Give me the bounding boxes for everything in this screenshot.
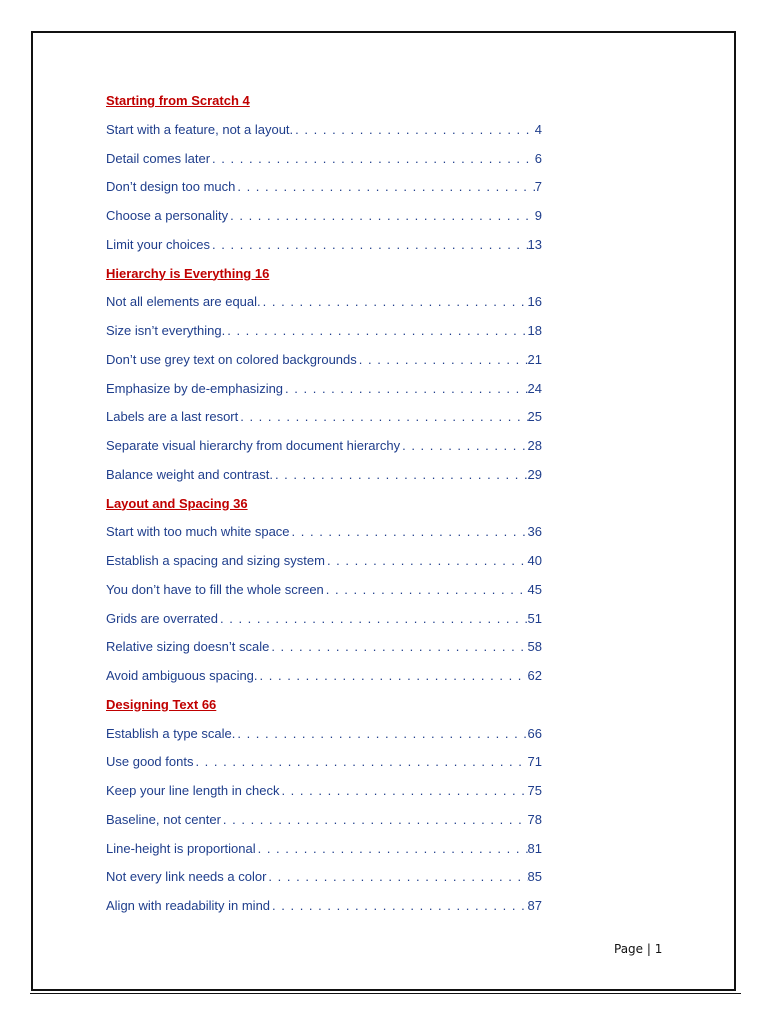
toc-leader-dots [269, 633, 527, 662]
toc-entry-label: You don’t have to fill the whole screen [106, 581, 324, 597]
toc-leader-dots [293, 116, 535, 145]
toc-entry[interactable] [106, 116, 542, 145]
toc-leader-dots [357, 346, 528, 375]
toc-leader-dots [273, 461, 528, 490]
toc-entry-page: 36 [527, 524, 542, 540]
toc-entry-page: 87 [527, 898, 542, 913]
toc-entry-label: Relative sizing doesn’t scale [106, 639, 270, 655]
toc-entry-page: 51 [527, 610, 542, 626]
toc-entry[interactable] [106, 720, 542, 749]
toc-leader-dots [210, 145, 535, 174]
toc-leader-dots [261, 288, 528, 317]
toc-entry[interactable] [106, 576, 542, 605]
toc-entry[interactable] [106, 518, 542, 547]
toc-entry[interactable] [106, 317, 542, 346]
toc-entry-page: 58 [527, 639, 542, 655]
toc-entry-page: 71 [527, 754, 542, 770]
toc-leader-dots [283, 375, 527, 404]
toc-entry-label: Emphasize by de-emphasizing [106, 380, 284, 396]
toc-entry-label: Don’t use grey text on colored backgrounds [106, 351, 357, 367]
toc-entry[interactable] [106, 777, 542, 806]
toc-entry[interactable] [106, 231, 542, 260]
toc-leader-dots [290, 518, 528, 547]
toc-section-heading[interactable]: Starting from Scratch 4 [106, 93, 250, 108]
toc-entry-page: 13 [527, 236, 542, 252]
toc-entry-label: Use good fonts [106, 754, 194, 770]
toc-entry-label: Grids are overrated [106, 610, 218, 626]
toc-entry-page: 4 [534, 121, 542, 137]
toc-entry-page: 24 [527, 380, 542, 396]
toc-entry-page: 45 [527, 581, 542, 597]
toc-entry-label: Choose a personality [106, 208, 229, 223]
toc-leader-dots [218, 605, 528, 634]
toc-entry[interactable] [106, 375, 542, 404]
toc-entry-page: 75 [527, 783, 542, 798]
toc-leader-dots [228, 202, 535, 231]
toc-leader-dots [258, 662, 528, 691]
toc-leader-dots [235, 173, 534, 202]
toc-entry[interactable] [106, 633, 542, 662]
toc-entry[interactable] [106, 605, 542, 634]
toc-leader-dots [279, 777, 527, 806]
toc-entry-label: Keep your line length in check [106, 783, 280, 798]
toc-leader-dots [225, 317, 527, 346]
toc-entry-label: Start with a feature, not a layout. [106, 121, 294, 137]
toc-entry-page: 9 [534, 208, 542, 223]
toc-entry-label: Line-height is proportional [106, 840, 256, 856]
toc-leader-dots [221, 806, 528, 835]
toc-entry[interactable] [106, 748, 542, 777]
toc-entry-page: 28 [527, 438, 542, 453]
toc-entry-page: 66 [527, 725, 542, 741]
toc-leader-dots [193, 748, 527, 777]
toc-entry-page: 78 [527, 811, 542, 827]
toc-section-heading[interactable]: Designing Text 66 [106, 696, 217, 712]
toc-entry[interactable] [106, 173, 542, 202]
toc-entry[interactable] [106, 547, 542, 576]
toc-entry[interactable] [106, 863, 542, 892]
toc-entry[interactable] [106, 461, 542, 490]
toc-entry-page: 6 [534, 150, 542, 166]
toc-entry[interactable] [106, 403, 542, 432]
toc-entry[interactable] [106, 806, 542, 835]
toc-entry-label: Detail comes later [106, 150, 211, 166]
toc-entry-label: Don’t design too much [106, 179, 236, 195]
toc-leader-dots [324, 576, 528, 605]
toc-entry-label: Establish a spacing and sizing system [106, 553, 325, 568]
toc-entry-page: 18 [527, 323, 542, 338]
toc-entry-label: Avoid ambiguous spacing. [106, 668, 258, 683]
toc-entry[interactable] [106, 892, 542, 921]
toc-entry-label: Limit your choices [106, 236, 211, 252]
toc-entry-page: 16 [527, 294, 542, 310]
toc-leader-dots [266, 863, 527, 892]
toc-leader-dots [256, 835, 528, 864]
toc-entry-label: Labels are a last resort [106, 409, 239, 425]
toc-entry[interactable] [106, 432, 542, 461]
toc-entry-page: 40 [527, 553, 542, 568]
toc-entry-page: 7 [534, 179, 542, 195]
toc-entry-page: 29 [527, 466, 542, 482]
toc-entry[interactable] [106, 346, 542, 375]
toc-section-heading[interactable]: Layout and Spacing 36 [106, 495, 248, 511]
toc-section-heading[interactable]: Hierarchy is Everything 16 [106, 265, 270, 281]
toc-leader-dots [400, 432, 527, 461]
toc-entry-label: Baseline, not center [106, 811, 221, 827]
toc-entry-label: Separate visual hierarchy from document hierarchy [106, 438, 401, 453]
toc-entry[interactable] [106, 662, 542, 691]
toc-leader-dots [238, 403, 527, 432]
toc-entry-page: 62 [527, 668, 542, 683]
toc-entry-label: Align with readability in mind [106, 898, 271, 913]
toc-leader-dots [270, 892, 528, 921]
toc-entry-label: Establish a type scale. [106, 725, 236, 741]
table-of-contents [106, 87, 542, 921]
page-number-footer: Page | 1 [614, 942, 663, 956]
toc-leader-dots [325, 547, 528, 576]
toc-entry-label: Not every link needs a color [106, 869, 267, 885]
toc-entry-label: Not all elements are equal. [106, 294, 261, 310]
toc-entry-page: 21 [527, 351, 542, 367]
toc-entry-page: 81 [527, 840, 542, 856]
toc-entry[interactable] [106, 835, 542, 864]
toc-entry-label: Size isn’t everything. [106, 323, 226, 338]
toc-entry[interactable] [106, 145, 542, 174]
toc-entry[interactable] [106, 288, 542, 317]
toc-entry[interactable] [106, 202, 542, 231]
toc-entry-page: 25 [527, 409, 542, 425]
toc-entry-label: Balance weight and contrast. [106, 466, 273, 482]
toc-leader-dots [235, 720, 527, 749]
toc-leader-dots [210, 231, 527, 260]
toc-entry-page: 85 [527, 869, 542, 885]
toc-entry-label: Start with too much white space [106, 524, 290, 540]
